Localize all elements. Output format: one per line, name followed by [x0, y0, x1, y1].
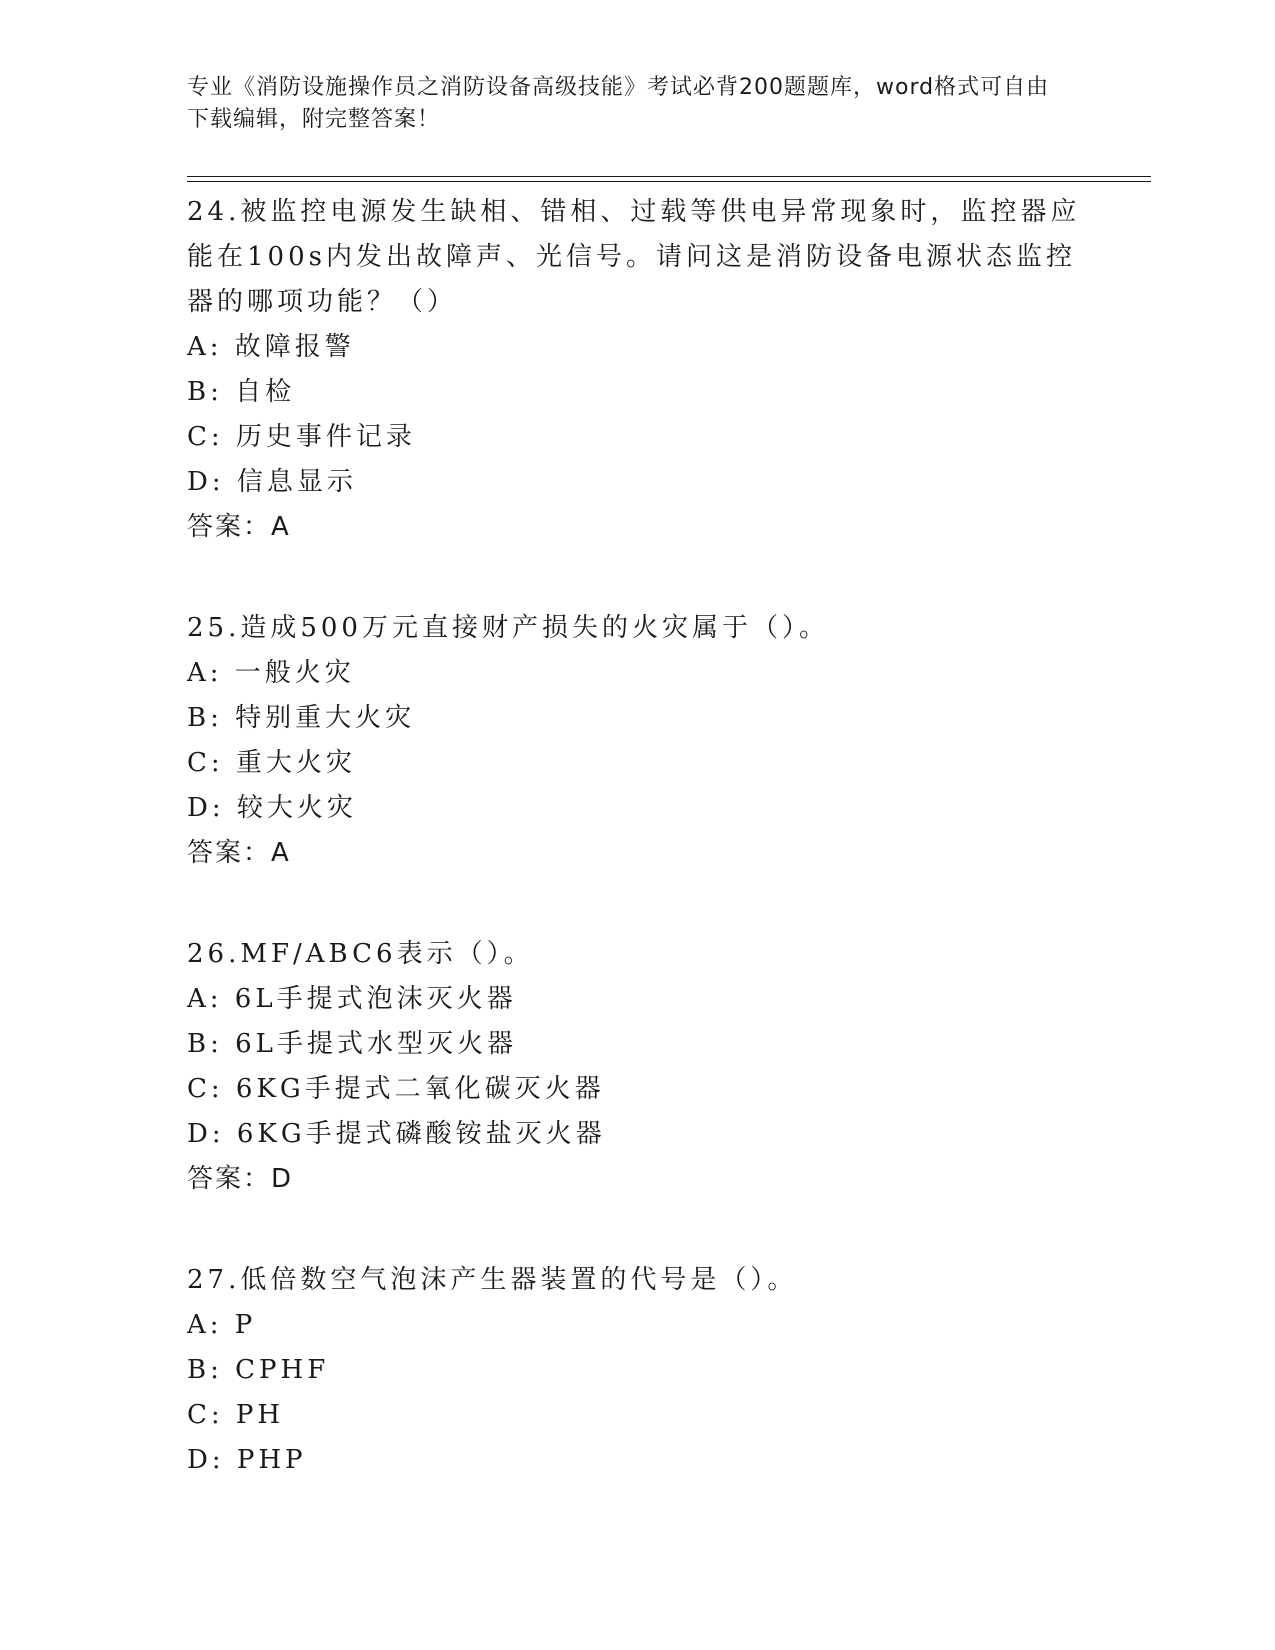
spacer: [187, 550, 1087, 606]
option-a: A: 一般火灾: [187, 658, 355, 688]
option-d: D: 信息显示: [187, 467, 357, 497]
header-divider-top: [187, 176, 1151, 177]
answer: 答案：D: [187, 1164, 294, 1194]
option-b: B: 特别重大火灾: [187, 703, 416, 733]
option-d: D: PHP: [187, 1445, 307, 1475]
spacer: [187, 876, 1087, 932]
option-a: A: 故障报警: [187, 332, 355, 362]
answer: 答案：A: [187, 838, 291, 868]
question-27: [187, 1258, 1087, 1483]
question-26: [187, 932, 1087, 1202]
option-b: B: 6L手提式水型灭火器: [187, 1029, 517, 1059]
question-list: [187, 190, 1087, 1483]
question-text: 26.MF/ABC6表示（）。: [187, 939, 534, 969]
option-b: B: CPHF: [187, 1355, 330, 1385]
option-c: C: 6KG手提式二氧化碳灭火器: [187, 1074, 605, 1104]
option-c: C: 重大火灾: [187, 748, 356, 778]
option-d: D: 6KG手提式磷酸铵盐灭火器: [187, 1119, 606, 1149]
question-text: 27.低倍数空气泡沫产生器装置的代号是（）。: [187, 1265, 798, 1295]
option-a: A: P: [187, 1310, 257, 1340]
question-24: [187, 190, 1087, 550]
question-25: [187, 606, 1087, 876]
spacer: [187, 1202, 1087, 1258]
header-divider-bottom: [187, 181, 1151, 182]
option-d: D: 较大火灾: [187, 793, 357, 823]
option-c: C: PH: [187, 1400, 285, 1430]
option-b: B: 自检: [187, 377, 296, 407]
question-text: 24.被监控电源发生缺相、错相、过载等供电异常现象时，监控器应能在100s内发出故障声、光信号。请问这是消防设备电源状态监控器的哪项功能？（）: [187, 197, 1081, 317]
option-a: A: 6L手提式泡沫灭火器: [187, 984, 517, 1014]
option-c: C: 历史事件记录: [187, 422, 416, 452]
document-header: 专业《消防设施操作员之消防设备高级技能》考试必背200题题库，word格式可自由下载编辑，附完整答案！: [187, 75, 1050, 132]
question-text: 25.造成500万元直接财产损失的火灾属于（）。: [187, 613, 829, 643]
answer: 答案：A: [187, 512, 291, 542]
